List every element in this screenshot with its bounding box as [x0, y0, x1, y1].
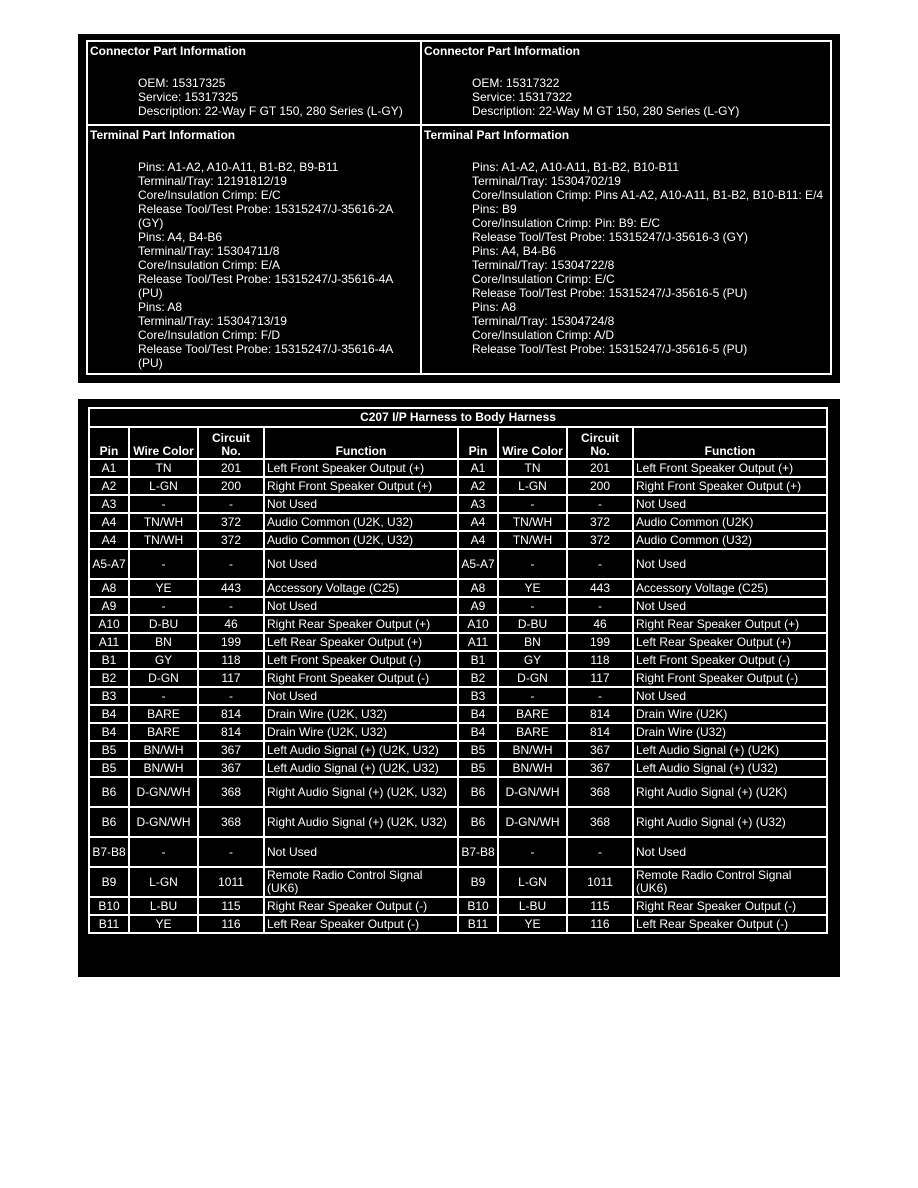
table-row: [89, 669, 827, 687]
info-line: OEM: 15317322: [472, 76, 560, 90]
circuit-cell: 367: [567, 741, 633, 759]
circuit-cell: 46: [198, 615, 264, 633]
wire-color-cell: -: [498, 495, 567, 513]
pin-cell: A10: [458, 615, 498, 633]
left-terminal-lines: [88, 142, 420, 370]
circuit-cell: 1011: [198, 867, 264, 897]
function-cell: Audio Common (U2K, U32): [264, 513, 458, 531]
pinout-panel: [78, 399, 840, 977]
table-row: [89, 531, 827, 549]
circuit-cell: -: [567, 549, 633, 579]
right-connector-lines: [422, 58, 830, 118]
info-line: Release Tool/Test Probe: 15315247/J-35616-5 (PU): [472, 342, 748, 356]
pin-cell: B10: [458, 897, 498, 915]
left-connector-heading: Connector Part Information: [90, 44, 247, 58]
function-cell: Drain Wire (U32): [633, 723, 827, 741]
function-cell: Right Front Speaker Output (-): [633, 669, 827, 687]
function-cell: Accessory Voltage (C25): [264, 579, 458, 597]
pin-cell: B6: [458, 777, 498, 807]
table-row: [89, 459, 827, 477]
wire-color-cell: BN/WH: [129, 759, 198, 777]
column-header: Wire Color: [498, 427, 567, 459]
info-line: Release Tool/Test Probe: 15315247/J-35616-4A (PU): [138, 272, 393, 300]
wire-color-cell: BARE: [498, 723, 567, 741]
circuit-cell: -: [567, 687, 633, 705]
pin-cell: B11: [89, 915, 129, 933]
circuit-cell: 814: [567, 705, 633, 723]
pin-cell: B2: [89, 669, 129, 687]
wire-color-cell: D-BU: [129, 615, 198, 633]
circuit-cell: 117: [567, 669, 633, 687]
pin-cell: A4: [458, 531, 498, 549]
table-row: [89, 897, 827, 915]
pin-cell: B6: [89, 807, 129, 837]
function-cell: Left Audio Signal (+) (U2K): [633, 741, 827, 759]
function-cell: Remote Radio Control Signal (UK6): [633, 867, 827, 897]
info-line: OEM: 15317325: [138, 76, 226, 90]
wire-color-cell: -: [498, 687, 567, 705]
column-header: Circuit No.: [198, 427, 264, 459]
table-row: [89, 477, 827, 495]
function-cell: Right Rear Speaker Output (-): [633, 897, 827, 915]
pin-cell: B5: [458, 741, 498, 759]
circuit-cell: -: [198, 495, 264, 513]
function-cell: Left Front Speaker Output (+): [264, 459, 458, 477]
function-cell: Drain Wire (U2K, U32): [264, 705, 458, 723]
info-line: Service: 15317322: [472, 90, 573, 104]
wire-color-cell: L-BU: [129, 897, 198, 915]
table-row: [89, 705, 827, 723]
column-header: Function: [264, 427, 458, 459]
pin-cell: B11: [458, 915, 498, 933]
info-line: Terminal/Tray: 15304722/8: [472, 258, 615, 272]
wire-color-cell: L-GN: [498, 477, 567, 495]
circuit-cell: -: [198, 837, 264, 867]
circuit-cell: 443: [567, 579, 633, 597]
function-cell: Left Front Speaker Output (-): [264, 651, 458, 669]
pin-cell: B6: [89, 777, 129, 807]
function-cell: Left Audio Signal (+) (U32): [633, 759, 827, 777]
pin-cell: A11: [89, 633, 129, 651]
info-line: Service: 15317325: [138, 90, 239, 104]
info-line: Description: 22-Way M GT 150, 280 Series (L-GY): [472, 104, 740, 118]
circuit-cell: 199: [567, 633, 633, 651]
pin-cell: B5: [89, 759, 129, 777]
function-cell: Not Used: [633, 687, 827, 705]
circuit-cell: 116: [198, 915, 264, 933]
function-cell: Not Used: [264, 495, 458, 513]
circuit-cell: -: [198, 687, 264, 705]
function-cell: Right Rear Speaker Output (+): [633, 615, 827, 633]
circuit-cell: 368: [198, 777, 264, 807]
function-cell: Right Front Speaker Output (+): [633, 477, 827, 495]
wire-color-cell: D-BU: [498, 615, 567, 633]
pin-cell: B9: [458, 867, 498, 897]
circuit-cell: 199: [198, 633, 264, 651]
circuit-cell: 367: [198, 759, 264, 777]
circuit-cell: 118: [567, 651, 633, 669]
left-terminal-cell: [87, 125, 421, 374]
circuit-cell: 372: [567, 513, 633, 531]
function-cell: Not Used: [633, 837, 827, 867]
pin-cell: B6: [458, 807, 498, 837]
function-cell: Drain Wire (U2K, U32): [264, 723, 458, 741]
wire-color-cell: BN/WH: [498, 741, 567, 759]
pin-cell: A4: [89, 531, 129, 549]
function-cell: Right Audio Signal (+) (U32): [633, 807, 827, 837]
wire-color-cell: D-GN: [498, 669, 567, 687]
circuit-cell: 814: [198, 723, 264, 741]
circuit-cell: 372: [567, 531, 633, 549]
function-cell: Not Used: [264, 687, 458, 705]
pin-cell: B1: [89, 651, 129, 669]
circuit-cell: 367: [567, 759, 633, 777]
function-cell: Audio Common (U32): [633, 531, 827, 549]
wire-color-cell: YE: [498, 915, 567, 933]
wire-color-cell: TN/WH: [498, 513, 567, 531]
info-line: Core/Insulation Crimp: A/D: [472, 328, 615, 342]
circuit-cell: 814: [567, 723, 633, 741]
info-line: Pins: A8: [138, 300, 183, 314]
table-row: [89, 633, 827, 651]
function-cell: Right Front Speaker Output (+): [264, 477, 458, 495]
table-row: [89, 687, 827, 705]
function-cell: Left Front Speaker Output (+): [633, 459, 827, 477]
pin-cell: A4: [458, 513, 498, 531]
pin-cell: A9: [89, 597, 129, 615]
connector-info-panel: [78, 34, 840, 383]
circuit-cell: 372: [198, 513, 264, 531]
column-header: Wire Color: [129, 427, 198, 459]
left-terminal-heading: Terminal Part Information: [90, 128, 236, 142]
function-cell: Not Used: [264, 597, 458, 615]
right-terminal-lines: [422, 142, 830, 356]
connector-info-table: [86, 40, 832, 375]
wire-color-cell: BARE: [498, 705, 567, 723]
wire-color-cell: TN/WH: [129, 531, 198, 549]
function-cell: Right Audio Signal (+) (U2K, U32): [264, 807, 458, 837]
circuit-cell: 368: [198, 807, 264, 837]
wire-color-cell: YE: [498, 579, 567, 597]
wire-color-cell: TN/WH: [129, 513, 198, 531]
info-line: Pins: A4, B4-B6: [138, 230, 223, 244]
wire-color-cell: -: [129, 597, 198, 615]
pin-cell: B4: [458, 723, 498, 741]
info-line: Release Tool/Test Probe: 15315247/J-35616-4A (PU): [138, 342, 393, 370]
info-line: Pins: A4, B4-B6: [472, 244, 557, 258]
function-cell: Not Used: [633, 597, 827, 615]
function-cell: Not Used: [633, 549, 827, 579]
info-line: Terminal/Tray: 15304711/8: [138, 244, 280, 258]
pin-cell: B5: [89, 741, 129, 759]
circuit-cell: 115: [198, 897, 264, 915]
table-row: [89, 651, 827, 669]
pin-cell: B7-B8: [458, 837, 498, 867]
pinout-table-title: C207 I/P Harness to Body Harness: [89, 408, 827, 427]
right-connector-heading: Connector Part Information: [424, 44, 581, 58]
left-connector-cell: [87, 41, 421, 125]
pin-cell: A5-A7: [458, 549, 498, 579]
function-cell: Audio Common (U2K, U32): [264, 531, 458, 549]
circuit-cell: 46: [567, 615, 633, 633]
pin-cell: B3: [89, 687, 129, 705]
function-cell: Left Rear Speaker Output (-): [633, 915, 827, 933]
pin-cell: B9: [89, 867, 129, 897]
circuit-cell: -: [567, 837, 633, 867]
wire-color-cell: TN: [498, 459, 567, 477]
wire-color-cell: -: [498, 549, 567, 579]
info-line: Core/Insulation Crimp: F/D: [138, 328, 281, 342]
pin-cell: A4: [89, 513, 129, 531]
function-cell: Right Rear Speaker Output (+): [264, 615, 458, 633]
function-cell: Left Rear Speaker Output (+): [633, 633, 827, 651]
pin-cell: B4: [89, 723, 129, 741]
pin-cell: A3: [89, 495, 129, 513]
wire-color-cell: YE: [129, 579, 198, 597]
function-cell: Not Used: [264, 837, 458, 867]
wire-color-cell: D-GN/WH: [129, 777, 198, 807]
pin-cell: A2: [89, 477, 129, 495]
table-row: [89, 915, 827, 933]
circuit-cell: -: [198, 549, 264, 579]
circuit-cell: 201: [198, 459, 264, 477]
pinout-table: [88, 407, 828, 934]
table-row: [89, 741, 827, 759]
pin-cell: B5: [458, 759, 498, 777]
info-line: Pins: A1-A2, A10-A11, B1-B2, B9-B11: [138, 160, 339, 174]
info-line: Core/Insulation Crimp: E/C: [472, 272, 615, 286]
pin-cell: A9: [458, 597, 498, 615]
pin-cell: A11: [458, 633, 498, 651]
pin-cell: B2: [458, 669, 498, 687]
circuit-cell: 1011: [567, 867, 633, 897]
wire-color-cell: D-GN/WH: [129, 807, 198, 837]
circuit-cell: 117: [198, 669, 264, 687]
info-line: Pins: A1-A2, A10-A11, B1-B2, B10-B11: [472, 160, 680, 174]
wire-color-cell: TN: [129, 459, 198, 477]
table-row: [89, 549, 827, 579]
table-row: [89, 837, 827, 867]
column-header: Pin: [89, 427, 129, 459]
table-row: [89, 807, 827, 837]
wire-color-cell: -: [129, 495, 198, 513]
pin-cell: B4: [458, 705, 498, 723]
circuit-cell: -: [198, 597, 264, 615]
wire-color-cell: -: [129, 687, 198, 705]
wire-color-cell: BARE: [129, 705, 198, 723]
column-header: Function: [633, 427, 827, 459]
wire-color-cell: GY: [498, 651, 567, 669]
wire-color-cell: -: [498, 837, 567, 867]
pin-cell: B1: [458, 651, 498, 669]
pin-cell: A8: [89, 579, 129, 597]
info-line: Core/Insulation Crimp: E/C: [138, 188, 281, 202]
pin-cell: A10: [89, 615, 129, 633]
circuit-cell: 368: [567, 807, 633, 837]
wire-color-cell: BN: [498, 633, 567, 651]
wire-color-cell: BN/WH: [129, 741, 198, 759]
wire-color-cell: D-GN: [129, 669, 198, 687]
wire-color-cell: -: [129, 837, 198, 867]
wire-color-cell: YE: [129, 915, 198, 933]
wire-color-cell: -: [129, 549, 198, 579]
info-line: Terminal/Tray: 12191812/19: [138, 174, 287, 188]
circuit-cell: -: [567, 495, 633, 513]
table-row: [89, 579, 827, 597]
wire-color-cell: D-GN/WH: [498, 807, 567, 837]
circuit-cell: 443: [198, 579, 264, 597]
pin-cell: A5-A7: [89, 549, 129, 579]
info-line: Release Tool/Test Probe: 15315247/J-35616-5 (PU): [472, 286, 748, 300]
circuit-cell: 201: [567, 459, 633, 477]
function-cell: Remote Radio Control Signal (UK6): [264, 867, 458, 897]
function-cell: Not Used: [264, 549, 458, 579]
wire-color-cell: BARE: [129, 723, 198, 741]
circuit-cell: 200: [567, 477, 633, 495]
column-header: Circuit No.: [567, 427, 633, 459]
circuit-cell: 814: [198, 705, 264, 723]
wire-color-cell: BN: [129, 633, 198, 651]
table-row: [89, 759, 827, 777]
info-line: Terminal/Tray: 15304713/19: [138, 314, 287, 328]
info-line: Release Tool/Test Probe: 15315247/J-35616-3 (GY): [472, 230, 748, 244]
info-line: Core/Insulation Crimp: Pins A1-A2, A10-A11, B1-B2, B10-B11: E/4: [472, 188, 824, 202]
info-line: Terminal/Tray: 15304702/19: [472, 174, 621, 188]
pinout-body: [89, 459, 827, 933]
circuit-cell: 372: [198, 531, 264, 549]
function-cell: Left Audio Signal (+) (U2K, U32): [264, 741, 458, 759]
circuit-cell: 116: [567, 915, 633, 933]
right-connector-cell: [421, 41, 831, 125]
info-line: Release Tool/Test Probe: 15315247/J-35616-2A (GY): [138, 202, 393, 230]
function-cell: Audio Common (U2K): [633, 513, 827, 531]
function-cell: Right Audio Signal (+) (U2K, U32): [264, 777, 458, 807]
pin-cell: A3: [458, 495, 498, 513]
right-terminal-heading: Terminal Part Information: [424, 128, 570, 142]
pin-cell: B4: [89, 705, 129, 723]
wire-color-cell: BN/WH: [498, 759, 567, 777]
table-row: [89, 615, 827, 633]
function-cell: Left Audio Signal (+) (U2K, U32): [264, 759, 458, 777]
function-cell: Left Rear Speaker Output (-): [264, 915, 458, 933]
info-line: Core/Insulation Crimp: E/A: [138, 258, 281, 272]
info-line: Core/Insulation Crimp: Pin: B9: E/C: [472, 216, 661, 230]
function-cell: Drain Wire (U2K): [633, 705, 827, 723]
function-cell: Right Front Speaker Output (-): [264, 669, 458, 687]
function-cell: Not Used: [633, 495, 827, 513]
wire-color-cell: L-GN: [129, 477, 198, 495]
pin-cell: A8: [458, 579, 498, 597]
circuit-cell: 115: [567, 897, 633, 915]
function-cell: Left Front Speaker Output (-): [633, 651, 827, 669]
table-row: [89, 777, 827, 807]
function-cell: Accessory Voltage (C25): [633, 579, 827, 597]
wire-color-cell: -: [498, 597, 567, 615]
function-cell: Left Rear Speaker Output (+): [264, 633, 458, 651]
pin-cell: B10: [89, 897, 129, 915]
pin-cell: A2: [458, 477, 498, 495]
pin-cell: B3: [458, 687, 498, 705]
function-cell: Right Audio Signal (+) (U2K): [633, 777, 827, 807]
table-row: [89, 597, 827, 615]
circuit-cell: 118: [198, 651, 264, 669]
right-terminal-cell: [421, 125, 831, 374]
column-header: Pin: [458, 427, 498, 459]
info-line: Description: 22-Way F GT 150, 280 Series (L-GY): [138, 104, 403, 118]
wire-color-cell: D-GN/WH: [498, 777, 567, 807]
info-line: Terminal/Tray: 15304724/8: [472, 314, 615, 328]
table-row: [89, 495, 827, 513]
wire-color-cell: L-GN: [498, 867, 567, 897]
circuit-cell: 200: [198, 477, 264, 495]
info-line: Pins: B9: [472, 202, 517, 216]
pinout-header-row: [89, 427, 827, 459]
info-line: Pins: A8: [472, 300, 517, 314]
pin-cell: B7-B8: [89, 837, 129, 867]
wire-color-cell: GY: [129, 651, 198, 669]
wire-color-cell: L-GN: [129, 867, 198, 897]
table-row: [89, 723, 827, 741]
pin-cell: A1: [458, 459, 498, 477]
table-row: [89, 867, 827, 897]
circuit-cell: 367: [198, 741, 264, 759]
wire-color-cell: L-BU: [498, 897, 567, 915]
circuit-cell: -: [567, 597, 633, 615]
pin-cell: A1: [89, 459, 129, 477]
left-connector-lines: [88, 58, 420, 118]
function-cell: Right Rear Speaker Output (-): [264, 897, 458, 915]
circuit-cell: 368: [567, 777, 633, 807]
table-row: [89, 513, 827, 531]
wire-color-cell: TN/WH: [498, 531, 567, 549]
